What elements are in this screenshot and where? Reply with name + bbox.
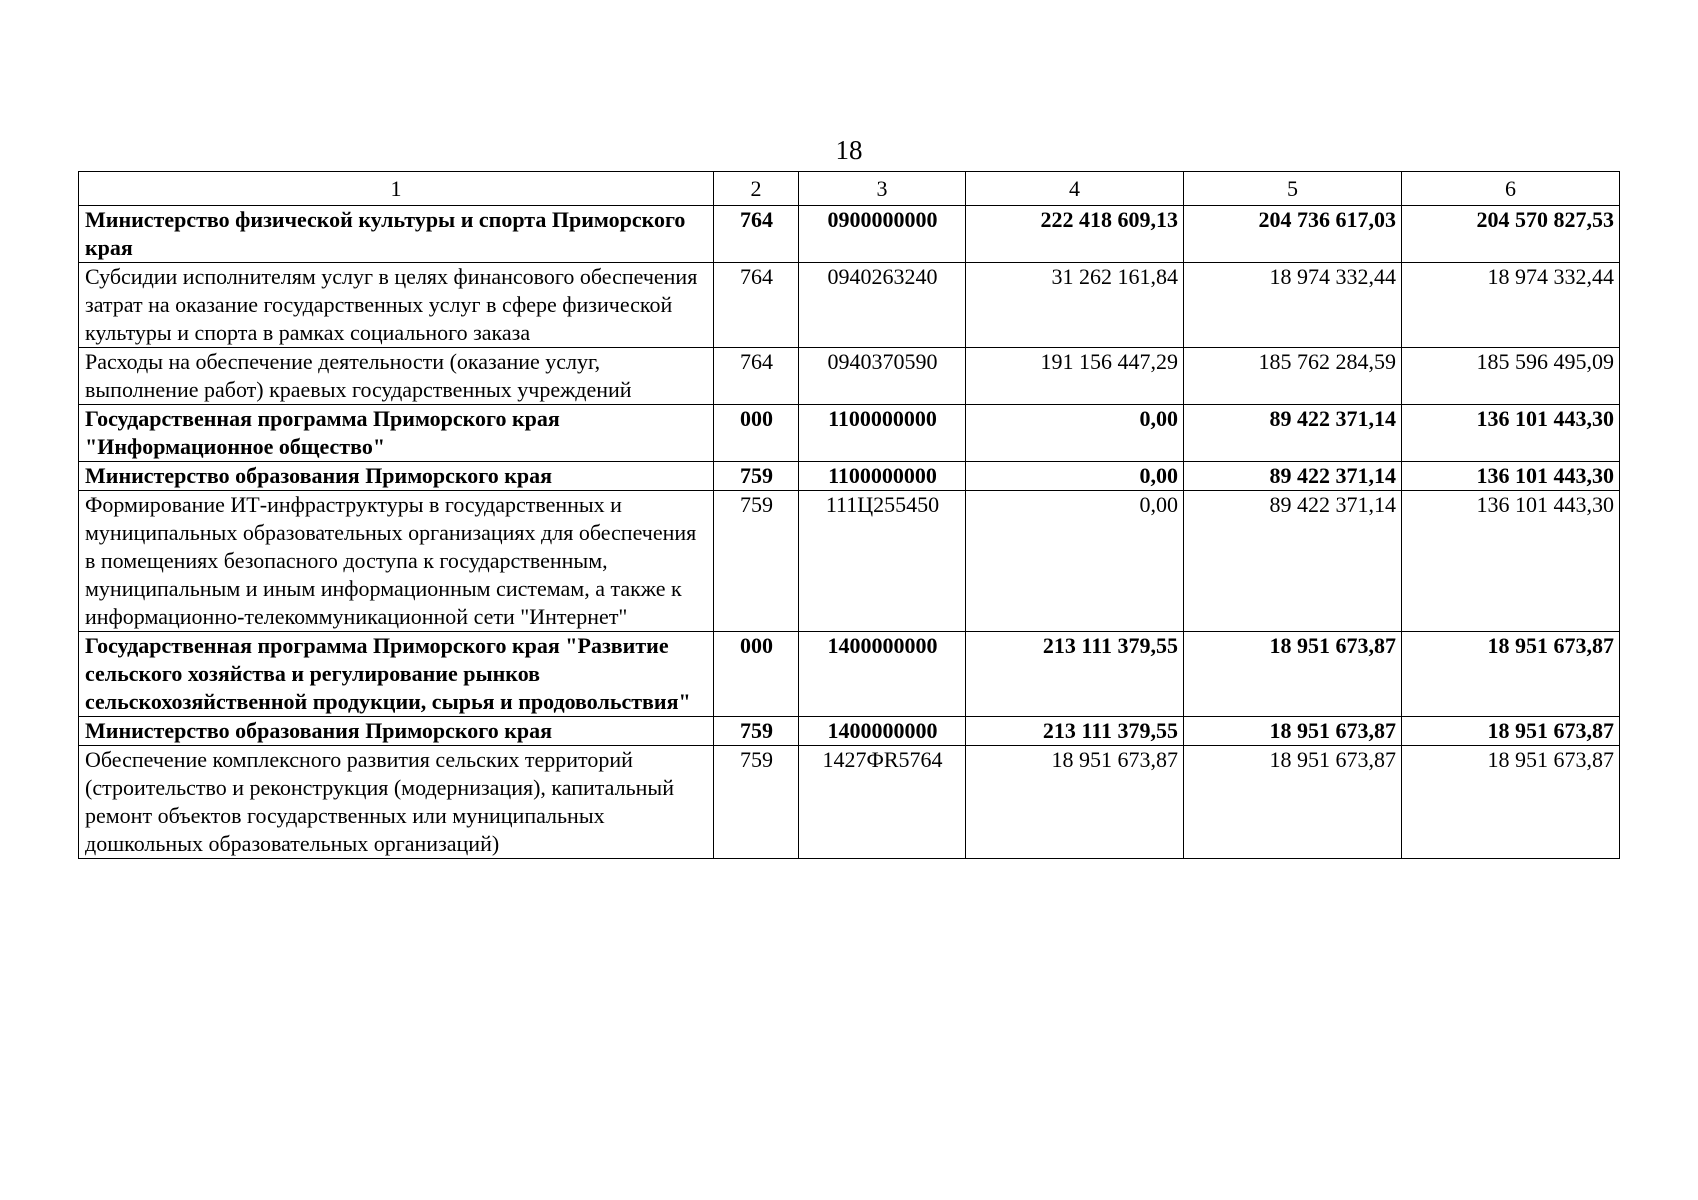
row-code: 000 xyxy=(714,632,799,717)
column-header-6: 6 xyxy=(1402,172,1620,206)
row-name: Министерство физической культуры и спорта Приморского края xyxy=(79,206,714,263)
budget-table xyxy=(78,171,1620,859)
row-amount-6: 136 101 443,30 xyxy=(1402,405,1620,462)
table-row xyxy=(79,746,1620,859)
table-row xyxy=(79,462,1620,491)
row-amount-5: 89 422 371,14 xyxy=(1184,462,1402,491)
table-row xyxy=(79,348,1620,405)
column-header-5: 5 xyxy=(1184,172,1402,206)
column-number-row xyxy=(79,172,1620,206)
row-code: 764 xyxy=(714,206,799,263)
table-row xyxy=(79,491,1620,632)
row-amount-6: 185 596 495,09 xyxy=(1402,348,1620,405)
table-row xyxy=(79,263,1620,348)
row-target-code: 1100000000 xyxy=(799,405,966,462)
row-name: Министерство образования Приморского края xyxy=(79,462,714,491)
row-name: Государственная программа Приморского края "Развитие сельского хозяйства и регулирование рынков сельскохозяйственной продукции, сырья и продовольствия" xyxy=(79,632,714,717)
row-amount-4: 31 262 161,84 xyxy=(966,263,1184,348)
row-target-code: 1400000000 xyxy=(799,632,966,717)
row-target-code: 1100000000 xyxy=(799,462,966,491)
column-header-4: 4 xyxy=(966,172,1184,206)
column-header-1: 1 xyxy=(79,172,714,206)
row-name: Министерство образования Приморского края xyxy=(79,717,714,746)
row-amount-6: 18 951 673,87 xyxy=(1402,632,1620,717)
row-amount-5: 18 974 332,44 xyxy=(1184,263,1402,348)
row-amount-4: 213 111 379,55 xyxy=(966,717,1184,746)
row-amount-4: 191 156 447,29 xyxy=(966,348,1184,405)
row-target-code: 0940370590 xyxy=(799,348,966,405)
row-code: 759 xyxy=(714,462,799,491)
row-code: 759 xyxy=(714,491,799,632)
row-target-code: 0900000000 xyxy=(799,206,966,263)
row-amount-4: 0,00 xyxy=(966,462,1184,491)
row-name: Формирование ИТ-инфраструктуры в государственных и муниципальных образовательных организациях для обеспечения в помещениях безопасного доступа к государственным, муниципальным и иным информационным системам, а также к информационно-телекоммуникационной сети "Интернет" xyxy=(79,491,714,632)
row-amount-6: 18 951 673,87 xyxy=(1402,746,1620,859)
page-number: 18 xyxy=(835,135,863,165)
row-code: 764 xyxy=(714,348,799,405)
row-amount-4: 213 111 379,55 xyxy=(966,632,1184,717)
row-code: 759 xyxy=(714,717,799,746)
column-header-3: 3 xyxy=(799,172,966,206)
row-amount-6: 136 101 443,30 xyxy=(1402,462,1620,491)
row-amount-6: 204 570 827,53 xyxy=(1402,206,1620,263)
row-amount-4: 222 418 609,13 xyxy=(966,206,1184,263)
table-row xyxy=(79,206,1620,263)
row-code: 759 xyxy=(714,746,799,859)
row-amount-4: 0,00 xyxy=(966,491,1184,632)
table-row xyxy=(79,717,1620,746)
row-name: Обеспечение комплексного развития сельских территорий (строительство и реконструкция (модернизация), капитальный ремонт объектов государственных или муниципальных дошкольных образовательных организаций) xyxy=(79,746,714,859)
row-name: Расходы на обеспечение деятельности (оказание услуг, выполнение работ) краевых государственных учреждений xyxy=(79,348,714,405)
row-amount-5: 18 951 673,87 xyxy=(1184,717,1402,746)
row-amount-6: 18 974 332,44 xyxy=(1402,263,1620,348)
row-target-code: 0940263240 xyxy=(799,263,966,348)
table-row xyxy=(79,405,1620,462)
row-amount-6: 18 951 673,87 xyxy=(1402,717,1620,746)
row-amount-5: 185 762 284,59 xyxy=(1184,348,1402,405)
table-row xyxy=(79,632,1620,717)
row-code: 764 xyxy=(714,263,799,348)
row-amount-6: 136 101 443,30 xyxy=(1402,491,1620,632)
row-amount-5: 18 951 673,87 xyxy=(1184,632,1402,717)
row-amount-5: 204 736 617,03 xyxy=(1184,206,1402,263)
row-amount-4: 0,00 xyxy=(966,405,1184,462)
row-amount-5: 89 422 371,14 xyxy=(1184,405,1402,462)
row-name: Государственная программа Приморского края "Информационное общество" xyxy=(79,405,714,462)
row-target-code: 1427ФR5764 xyxy=(799,746,966,859)
row-code: 000 xyxy=(714,405,799,462)
row-target-code: 1400000000 xyxy=(799,717,966,746)
column-header-2: 2 xyxy=(714,172,799,206)
row-amount-5: 89 422 371,14 xyxy=(1184,491,1402,632)
row-amount-5: 18 951 673,87 xyxy=(1184,746,1402,859)
row-amount-4: 18 951 673,87 xyxy=(966,746,1184,859)
row-name: Субсидии исполнителям услуг в целях финансового обеспечения затрат на оказание государственных услуг в сфере физической культуры и спорта в рамках социального заказа xyxy=(79,263,714,348)
row-target-code: 111Ц255450 xyxy=(799,491,966,632)
